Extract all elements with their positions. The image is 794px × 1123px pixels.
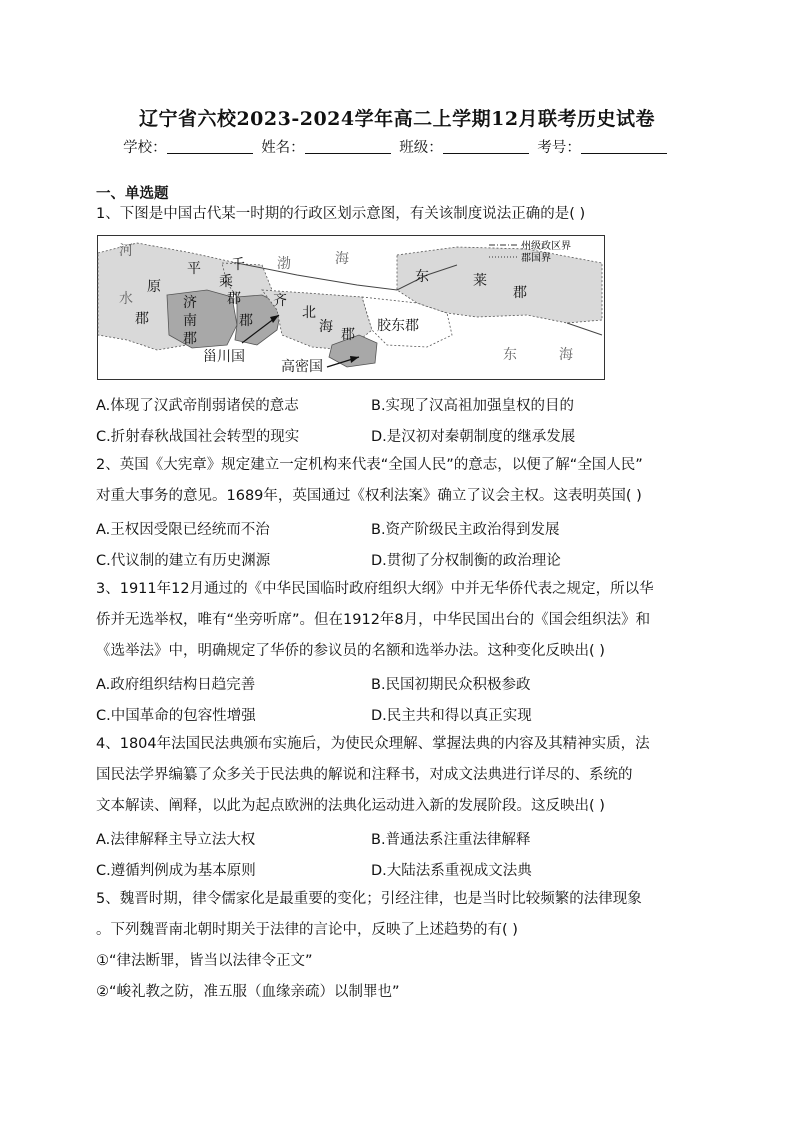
q2-option-a[interactable]: A.王权因受限已经统而不治 bbox=[96, 522, 270, 538]
hexue-label-3: 郡 bbox=[135, 311, 149, 327]
zichuan-label: 甾川国 bbox=[203, 349, 245, 365]
q4-line-3: 文本解读、阐释，以此为起点欧洲的法典化运动进入新的发展阶段。这反映出( ) bbox=[96, 798, 605, 814]
q5-line-2: 。下列魏晋南北朝时期关于法律的言论中，反映了上述趋势的有( ) bbox=[96, 922, 518, 938]
question-4-stem bbox=[96, 729, 702, 822]
section-title: 一、单选题 bbox=[96, 186, 169, 202]
q4-line-1: 4、1804年法国民法典颁布实施后，为使民众理解、掌握法典的内容及其精神实质，法 bbox=[96, 736, 650, 752]
q3-option-c[interactable]: C.中国革命的包容性增强 bbox=[96, 708, 256, 724]
question-3-stem bbox=[96, 574, 702, 667]
q2-line-1: 2、英国《大宪章》规定建立一定机构来代表“全国人民”的意志，以便了解“全国人民” bbox=[96, 457, 643, 473]
name-label: 姓名： bbox=[261, 140, 305, 156]
qiansheng-label-3: 郡 bbox=[227, 291, 241, 307]
question-2-stem bbox=[96, 450, 702, 512]
q1-option-b[interactable]: B.实现了汉高祖加强皇权的目的 bbox=[371, 398, 575, 414]
jinan-label-2: 南 bbox=[183, 313, 197, 329]
donglai-label-3: 郡 bbox=[513, 285, 527, 301]
jinan-label-1: 济 bbox=[183, 295, 197, 311]
name-blank[interactable] bbox=[305, 139, 391, 154]
beihai-label-1: 北 bbox=[302, 305, 316, 321]
q5-item-1: ①“律法断罪，皆当以法律令正文” bbox=[96, 953, 313, 969]
question-5-stem bbox=[96, 884, 702, 1008]
q3-option-b[interactable]: B.民国初期民众积极参政 bbox=[371, 677, 531, 693]
q2-option-b[interactable]: B.资产阶级民主政治得到发展 bbox=[371, 522, 560, 538]
bohai-label-2: 海 bbox=[335, 251, 349, 267]
jiaodong-label: 胶东郡 bbox=[377, 318, 419, 334]
donghai-label-1: 东 bbox=[503, 347, 517, 363]
q2-line-2: 对重大事务的意见。1689年，英国通过《权利法案》确立了议会主权。这表明英国( ) bbox=[96, 488, 642, 504]
legend-commandery-label: 郡国界 bbox=[521, 253, 551, 264]
question-1-stem: 1、下图是中国古代某一时期的行政区划示意图，有关该制度说法正确的是( ) bbox=[96, 206, 586, 222]
exam-title: 辽宁省六校2023-2024学年高二上学期12月联考历史试卷 bbox=[138, 108, 656, 130]
beihai-label-3: 郡 bbox=[341, 327, 355, 343]
q1-option-a[interactable]: A.体现了汉武帝削弱诸侯的意志 bbox=[96, 398, 299, 414]
school-blank[interactable] bbox=[167, 139, 253, 154]
exam-number-label: 考号： bbox=[537, 140, 581, 156]
gaomi-label: 高密国 bbox=[281, 359, 323, 375]
q4-option-a[interactable]: A.法律解释主导立法大权 bbox=[96, 832, 256, 848]
q3-line-2: 侨并无选举权，唯有“坐旁听席”。但在1912年8月，中华民国出台的《国会组织法》和 bbox=[96, 612, 651, 628]
jinan-label-3: 郡 bbox=[183, 331, 197, 347]
q5-line-1: 5、魏晋时期，律令儒家化是最重要的变化；引经注律，也是当时比较频繁的法律现象 bbox=[96, 891, 642, 907]
bohai-label-1: 渤 bbox=[277, 256, 291, 272]
school-label: 学校： bbox=[123, 140, 167, 156]
donghai-label-2: 海 bbox=[559, 347, 573, 363]
qi-label-1: 齐 bbox=[273, 293, 287, 309]
exam-number-blank[interactable] bbox=[581, 139, 667, 154]
class-blank[interactable] bbox=[443, 139, 529, 154]
q3-option-a[interactable]: A.政府组织结构日趋完善 bbox=[96, 677, 256, 693]
donglai-label-1: 东 bbox=[415, 269, 429, 285]
q2-option-d[interactable]: D.贯彻了分权制衡的政治理论 bbox=[371, 553, 561, 569]
pingyuan-label-1: 平 bbox=[187, 261, 201, 277]
han-admin-map bbox=[97, 235, 605, 380]
q4-option-d[interactable]: D.大陆法系重视成文法典 bbox=[371, 863, 532, 879]
hexue-label-2: 水 bbox=[119, 291, 133, 307]
q2-option-c[interactable]: C.代议制的建立有历史渊源 bbox=[96, 553, 271, 569]
q1-option-d[interactable]: D.是汉初对秦朝制度的继承发展 bbox=[371, 429, 576, 445]
beihai-label-2: 海 bbox=[319, 319, 333, 335]
q5-item-2: ②“峻礼教之防，准五服（血缘亲疏）以制罪也” bbox=[96, 984, 400, 1000]
legend-state-label: 州级政区界 bbox=[521, 241, 571, 252]
q4-line-2: 国民法学界编纂了众多关于民法典的解说和注释书，对成文法典进行详尽的、系统的 bbox=[96, 767, 633, 783]
donglai-label-2: 莱 bbox=[473, 273, 487, 289]
q3-line-1: 3、1911年12月通过的《中华民国临时政府组织大纲》中并无华侨代表之规定，所以华 bbox=[96, 581, 654, 597]
qiansheng-label-1: 千 bbox=[231, 257, 245, 273]
qi-label-2: 郡 bbox=[239, 313, 253, 329]
q3-option-d[interactable]: D.民主共和得以真正实现 bbox=[371, 708, 532, 724]
qiansheng-label-2: 乘 bbox=[219, 274, 233, 290]
class-label: 班级： bbox=[399, 140, 443, 156]
q4-option-b[interactable]: B.普通法系注重法律解释 bbox=[371, 832, 531, 848]
q1-option-c[interactable]: C.折射春秋战国社会转型的现实 bbox=[96, 429, 300, 445]
student-info-row bbox=[0, 136, 794, 157]
pingyuan-label-2: 原 bbox=[147, 279, 161, 295]
q4-option-c[interactable]: C.遵循判例成为基本原则 bbox=[96, 863, 256, 879]
q3-line-3: 《选举法》中，明确规定了华侨的参议员的名额和选举办法。这种变化反映出( ) bbox=[96, 643, 605, 659]
hexue-label-1: 河 bbox=[119, 243, 133, 259]
